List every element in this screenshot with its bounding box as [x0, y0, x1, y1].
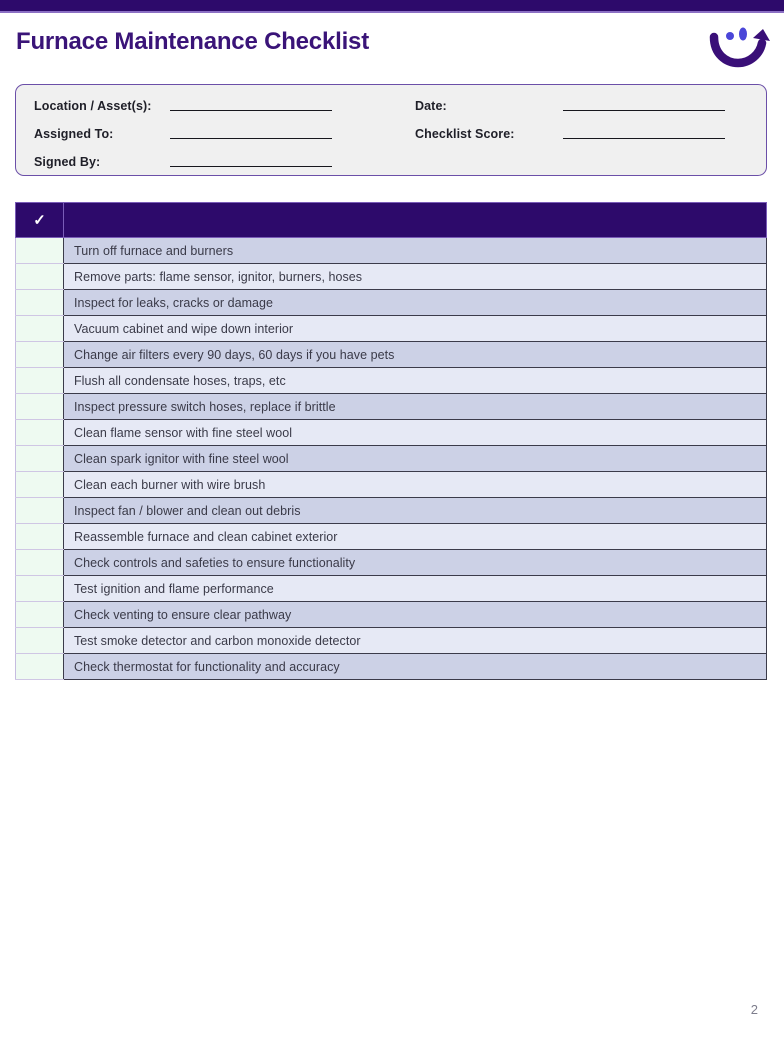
row-checkbox-cell[interactable] — [16, 550, 64, 576]
field-input-location-asset[interactable] — [170, 110, 332, 111]
field-input-assigned-to[interactable] — [170, 138, 332, 139]
field-input-checklist-score[interactable] — [563, 138, 725, 139]
table-row — [16, 602, 767, 628]
field-date — [415, 96, 447, 116]
table-row — [16, 576, 767, 602]
field-checklist-score — [415, 124, 515, 144]
row-checkbox-cell[interactable] — [16, 602, 64, 628]
top-brand-bar — [0, 0, 784, 11]
table-row — [16, 628, 767, 654]
row-task-label: Test smoke detector and carbon monoxide detector — [64, 628, 767, 654]
row-checkbox-cell[interactable] — [16, 238, 64, 264]
table-row — [16, 654, 767, 680]
row-checkbox-cell[interactable] — [16, 368, 64, 394]
row-checkbox-cell[interactable] — [16, 472, 64, 498]
table-row — [16, 290, 767, 316]
table-row — [16, 342, 767, 368]
table-row — [16, 446, 767, 472]
row-checkbox-cell[interactable] — [16, 290, 64, 316]
field-label-date: Date: — [415, 99, 447, 113]
table-row — [16, 420, 767, 446]
table-row — [16, 368, 767, 394]
table-row — [16, 498, 767, 524]
table-row — [16, 316, 767, 342]
field-label-signed-by: Signed By: — [34, 155, 101, 169]
field-input-signed-by[interactable] — [170, 166, 332, 167]
page-title: Furnace Maintenance Checklist — [16, 28, 369, 55]
row-task-label: Change air filters every 90 days, 60 days if you have pets — [64, 342, 767, 368]
row-checkbox-cell[interactable] — [16, 342, 64, 368]
row-checkbox-cell[interactable] — [16, 420, 64, 446]
row-task-label: Clean spark ignitor with fine steel wool — [64, 446, 767, 472]
row-checkbox-cell[interactable] — [16, 316, 64, 342]
row-task-label: Check controls and safeties to ensure functionality — [64, 550, 767, 576]
table-row — [16, 550, 767, 576]
page-number: 2 — [750, 1002, 758, 1017]
checkmark-icon: ✓ — [16, 203, 64, 238]
row-task-label: Inspect pressure switch hoses, replace if brittle — [64, 394, 767, 420]
smiley-arrow-logo — [708, 24, 770, 68]
row-checkbox-cell[interactable] — [16, 446, 64, 472]
table-row — [16, 524, 767, 550]
document-header — [0, 13, 784, 77]
row-checkbox-cell[interactable] — [16, 498, 64, 524]
field-input-date[interactable] — [563, 110, 725, 111]
row-task-label: Inspect for leaks, cracks or damage — [64, 290, 767, 316]
row-task-label: Reassemble furnace and clean cabinet exterior — [64, 524, 767, 550]
row-task-label: Remove parts: flame sensor, ignitor, burners, hoses — [64, 264, 767, 290]
checklist-table — [15, 202, 767, 680]
row-checkbox-cell[interactable] — [16, 576, 64, 602]
row-task-label: Flush all condensate hoses, traps, etc — [64, 368, 767, 394]
field-label-assigned-to: Assigned To: — [34, 127, 114, 141]
row-task-label: Check thermostat for functionality and accuracy — [64, 654, 767, 680]
row-checkbox-cell[interactable] — [16, 264, 64, 290]
table-row — [16, 394, 767, 420]
row-checkbox-cell[interactable] — [16, 524, 64, 550]
field-location-asset — [34, 96, 152, 116]
field-label-checklist-score: Checklist Score: — [415, 127, 515, 141]
row-task-label: Turn off furnace and burners — [64, 238, 767, 264]
row-checkbox-cell[interactable] — [16, 394, 64, 420]
field-signed-by — [34, 152, 100, 172]
field-assigned-to — [34, 124, 113, 144]
table-row — [16, 264, 767, 290]
checklist-table-header-row — [16, 203, 767, 238]
table-row — [16, 472, 767, 498]
row-task-label: Clean flame sensor with fine steel wool — [64, 420, 767, 446]
row-task-label: Clean each burner with wire brush — [64, 472, 767, 498]
row-task-label: Inspect fan / blower and clean out debris — [64, 498, 767, 524]
table-header-task — [64, 203, 767, 238]
row-task-label: Vacuum cabinet and wipe down interior — [64, 316, 767, 342]
checklist-table-body — [16, 238, 767, 680]
field-label-location-asset: Location / Asset(s): — [34, 99, 152, 113]
row-checkbox-cell[interactable] — [16, 628, 64, 654]
row-checkbox-cell[interactable] — [16, 654, 64, 680]
table-row — [16, 238, 767, 264]
row-task-label: Check venting to ensure clear pathway — [64, 602, 767, 628]
row-task-label: Test ignition and flame performance — [64, 576, 767, 602]
